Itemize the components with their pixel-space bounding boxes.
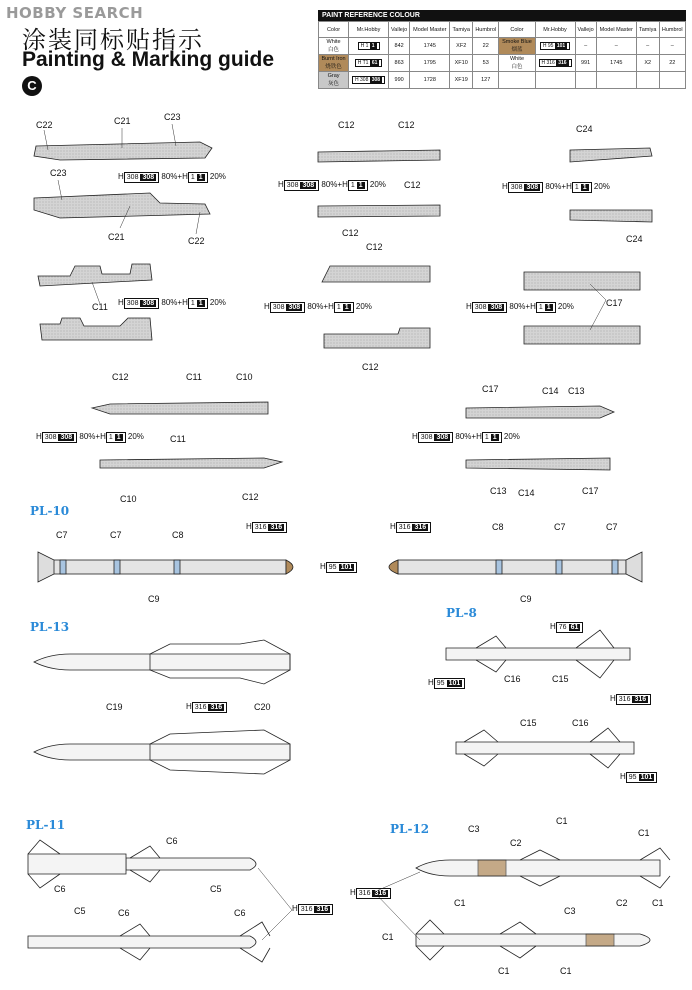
- missile-pl13-upper: [34, 654, 290, 670]
- col-color: Color: [319, 22, 349, 38]
- callout-c13: C13: [568, 386, 585, 396]
- callout-c11: C11: [92, 302, 108, 312]
- callout-c12: C12: [342, 228, 359, 238]
- pylon-c24-lower: [570, 210, 652, 222]
- col-vallejo: Vallejo: [389, 22, 410, 38]
- col-mrhobby-2: Mr.Hobby: [535, 22, 575, 38]
- col-modelmaster: Model Master: [410, 22, 450, 38]
- missile-pl10-right-fins: [626, 552, 642, 582]
- missile-pl10-right-nose: [389, 560, 398, 574]
- callout-c1: C1: [556, 816, 568, 826]
- mix-label: H 308 308 80%+H 1 1 20%: [502, 182, 610, 191]
- callout-c9: C9: [520, 594, 532, 604]
- leader-c11: [92, 282, 100, 304]
- vallejo-code: –: [575, 38, 596, 55]
- mix-label: H 308 308 80%+H 1 1 20%: [36, 432, 144, 441]
- callout-c10: C10: [120, 494, 137, 504]
- h316-label: H 316 316: [390, 522, 431, 533]
- callout-c6: C6: [118, 908, 130, 918]
- callout-c11: C11: [170, 434, 186, 444]
- callout-c6: C6: [234, 908, 246, 918]
- humbrol-code: –: [659, 38, 685, 55]
- h316-label: H 316 316: [186, 702, 227, 713]
- col-modelmaster-2: Model Master: [596, 22, 636, 38]
- missile-pl11-lower: [28, 936, 256, 948]
- section-badge: C: [22, 76, 42, 96]
- mm-code: 1795: [410, 55, 450, 72]
- mix-label: H 308 308 80%+H 1 1 20%: [264, 302, 372, 311]
- callout-c12: C12: [366, 242, 383, 252]
- callout-c7: C7: [554, 522, 566, 532]
- callout-c7: C7: [606, 522, 618, 532]
- col-tamiya: Tamiya: [450, 22, 473, 38]
- humbrol-code: 22: [659, 55, 685, 72]
- leader-c17: [590, 284, 606, 330]
- section-pl8: PL-8: [446, 606, 477, 620]
- callout-c6: C6: [54, 884, 66, 894]
- mm-code: –: [596, 38, 636, 55]
- h95-label: H 95 101: [428, 678, 465, 689]
- callout-c17: C17: [582, 486, 599, 496]
- mix-label: H 308 308 80%+H 1 1 20%: [278, 180, 386, 189]
- callout-c6: C6: [166, 836, 178, 846]
- callout-c14: C14: [518, 488, 535, 498]
- mix-label: H 308 308 80%+H 1 1 20%: [118, 298, 226, 307]
- callout-c12: C12: [112, 372, 129, 382]
- missile-pl11-upper-body: [28, 854, 126, 874]
- missile-pl13-lower: [34, 744, 290, 760]
- h316-label: H 316 316: [246, 522, 287, 533]
- callout-c3: C3: [468, 824, 480, 834]
- mm-code: 1728: [410, 72, 450, 89]
- h316-label: H 316 316: [350, 888, 391, 899]
- callout-c16: C16: [504, 674, 521, 684]
- paint-color: White: [509, 56, 524, 62]
- section-pl11: PL-11: [26, 818, 66, 832]
- callout-c7: C7: [110, 530, 122, 540]
- callout-c5: C5: [74, 906, 86, 916]
- callout-c1: C1: [638, 828, 650, 838]
- h95-label: H 95 101: [320, 562, 357, 573]
- callout-c1: C1: [652, 898, 664, 908]
- h76-label: H 76 61: [550, 622, 583, 633]
- callout-c1: C1: [382, 932, 394, 942]
- tamiya-code: XF19: [450, 72, 473, 89]
- missile-pl10-left-nose: [286, 560, 293, 574]
- humbrol-code: 53: [473, 55, 499, 72]
- h316-label: H 316 316: [292, 904, 333, 915]
- vallejo-code: 990: [389, 72, 410, 89]
- callout-c12: C12: [362, 362, 379, 372]
- mrhobby-code: H 1 1: [358, 42, 380, 50]
- paint-color: White: [326, 39, 341, 45]
- paint-color: Burnt Iron: [321, 56, 346, 62]
- callout-c8: C8: [492, 522, 504, 532]
- missile-pl12-lower: [416, 934, 650, 946]
- band-c8-right: [496, 560, 502, 574]
- leader-h316-pl12: [374, 872, 420, 940]
- rail-c12-a: [318, 150, 440, 162]
- mix-label: H 308 308 80%+H 1 1 20%: [466, 302, 574, 311]
- paint-color-cn: 烧铁色: [325, 64, 342, 70]
- tamiya-code: XF2: [450, 38, 473, 55]
- missile-pl10-right-body: [398, 560, 626, 574]
- band-c8-left: [174, 560, 180, 574]
- col-vallejo-2: Vallejo: [575, 22, 596, 38]
- page-title-cn: 涂装同标贴指示: [22, 26, 204, 54]
- callout-c1: C1: [498, 966, 510, 976]
- pylon-c24-upper: [570, 148, 652, 162]
- mrhobby-code: H 316 316: [539, 59, 572, 67]
- rail-c17-upper: [466, 406, 614, 418]
- callout-c1: C1: [560, 966, 572, 976]
- callout-c8: C8: [172, 530, 184, 540]
- h95-label: H 95 101: [620, 772, 657, 783]
- callout-c12: C12: [404, 180, 421, 190]
- band-c7-left-a: [60, 560, 66, 574]
- paint-color-cn: 灰色: [328, 81, 340, 87]
- tamiya-code: XF10: [450, 55, 473, 72]
- leader-h316-pl11: [258, 868, 292, 940]
- missile-pl10-left-fins: [38, 552, 54, 582]
- pl12-upper-brown-band: [478, 860, 506, 876]
- pylon-c21-lower: [34, 193, 210, 218]
- pylon-c12-upper: [322, 266, 430, 282]
- mrhobby-code: H T1 61: [355, 59, 383, 67]
- section-pl13: PL-13: [30, 620, 70, 634]
- rail-c10-lower: [100, 458, 282, 468]
- paint-table-header: PAINT REFERENCE COLOUR: [318, 10, 686, 21]
- section-pl12: PL-12: [390, 822, 430, 836]
- paint-color-cn: 烟蓝: [511, 47, 523, 53]
- missile-pl11-upper: [126, 858, 256, 870]
- col-humbrol-2: Humbrol: [659, 22, 685, 38]
- pylon-c11-upper: [38, 264, 152, 286]
- pylon-c17-lower: [524, 326, 640, 344]
- pylon-c12-lower: [324, 328, 430, 348]
- callout-c21: C21: [114, 116, 131, 126]
- callout-c15: C15: [520, 718, 537, 728]
- tamiya-code: –: [636, 38, 659, 55]
- callout-c24: C24: [576, 124, 593, 134]
- callout-c15: C15: [552, 674, 569, 684]
- vallejo-code: 991: [575, 55, 596, 72]
- pylon-c21-upper: [34, 142, 212, 160]
- callout-c2: C2: [510, 838, 522, 848]
- tamiya-code: X2: [636, 55, 659, 72]
- col-humbrol: Humbrol: [473, 22, 499, 38]
- callout-c23: C23: [50, 168, 67, 178]
- callout-c17: C17: [606, 298, 623, 308]
- callout-c16: C16: [572, 718, 589, 728]
- callout-c19: C19: [106, 702, 123, 712]
- band-c7-right-b: [612, 560, 618, 574]
- mrhobby-code: H 95 101: [540, 42, 570, 50]
- page-title: Painting & Marking guide: [22, 48, 275, 71]
- h316-label: H 316 316: [610, 694, 651, 705]
- callout-c23: C23: [164, 112, 181, 122]
- callout-c3: C3: [564, 906, 576, 916]
- missile-pl8-upper: [446, 648, 630, 660]
- mm-code: 1745: [410, 38, 450, 55]
- callout-c21: C21: [108, 232, 125, 242]
- callout-c12: C12: [242, 492, 259, 502]
- mix-label: H 308 308 80%+H 1 1 20%: [412, 432, 520, 441]
- callout-c11: C11: [186, 372, 202, 382]
- callout-c13: C13: [490, 486, 507, 496]
- col-mrhobby: Mr.Hobby: [349, 22, 389, 38]
- callout-c24: C24: [626, 234, 643, 244]
- callout-c22: C22: [188, 236, 205, 246]
- rail-c12-b: [318, 205, 440, 217]
- mix-label: H 308 308 80%+H 1 1 20%: [118, 172, 226, 181]
- paint-color: Smoke Blue: [502, 39, 532, 45]
- col-tamiya-2: Tamiya: [636, 22, 659, 38]
- mrhobby-code: H 308 308: [352, 76, 385, 84]
- paint-color: Gray: [327, 73, 340, 79]
- pl12-lower-brown-band: [586, 934, 614, 946]
- rail-c17-lower: [466, 458, 610, 470]
- mm-code: 1745: [596, 55, 636, 72]
- callout-c9: C9: [148, 594, 160, 604]
- paint-color-cn: 白色: [511, 64, 523, 70]
- pylon-c17-upper: [524, 272, 640, 290]
- col-color-2: Color: [499, 22, 535, 38]
- callout-c10: C10: [236, 372, 253, 382]
- vallejo-code: 842: [389, 38, 410, 55]
- band-c7-left-b: [114, 560, 120, 574]
- missile-pl10-left-body: [50, 560, 286, 574]
- pylon-c11-lower: [40, 318, 152, 340]
- callout-c20: C20: [254, 702, 271, 712]
- callout-c17: C17: [482, 384, 499, 394]
- callout-c22: C22: [36, 120, 53, 130]
- rail-c10-upper: [92, 402, 268, 414]
- callout-c5: C5: [210, 884, 222, 894]
- band-c7-right-a: [556, 560, 562, 574]
- humbrol-code: 22: [473, 38, 499, 55]
- section-pl10: PL-10: [30, 504, 70, 518]
- callout-c12: C12: [338, 120, 355, 130]
- humbrol-code: 127: [473, 72, 499, 89]
- callout-c12: C12: [398, 120, 415, 130]
- leader-c22-b: [196, 212, 200, 234]
- callout-c1: C1: [454, 898, 466, 908]
- missile-pl12-upper: [416, 860, 660, 876]
- callout-c14: C14: [542, 386, 559, 396]
- missile-pl8-lower: [456, 742, 634, 754]
- paint-color-cn: 白色: [328, 47, 340, 53]
- vallejo-code: 863: [389, 55, 410, 72]
- watermark: HOBBY SEARCH: [6, 4, 144, 22]
- callout-c7: C7: [56, 530, 68, 540]
- callout-c2: C2: [616, 898, 628, 908]
